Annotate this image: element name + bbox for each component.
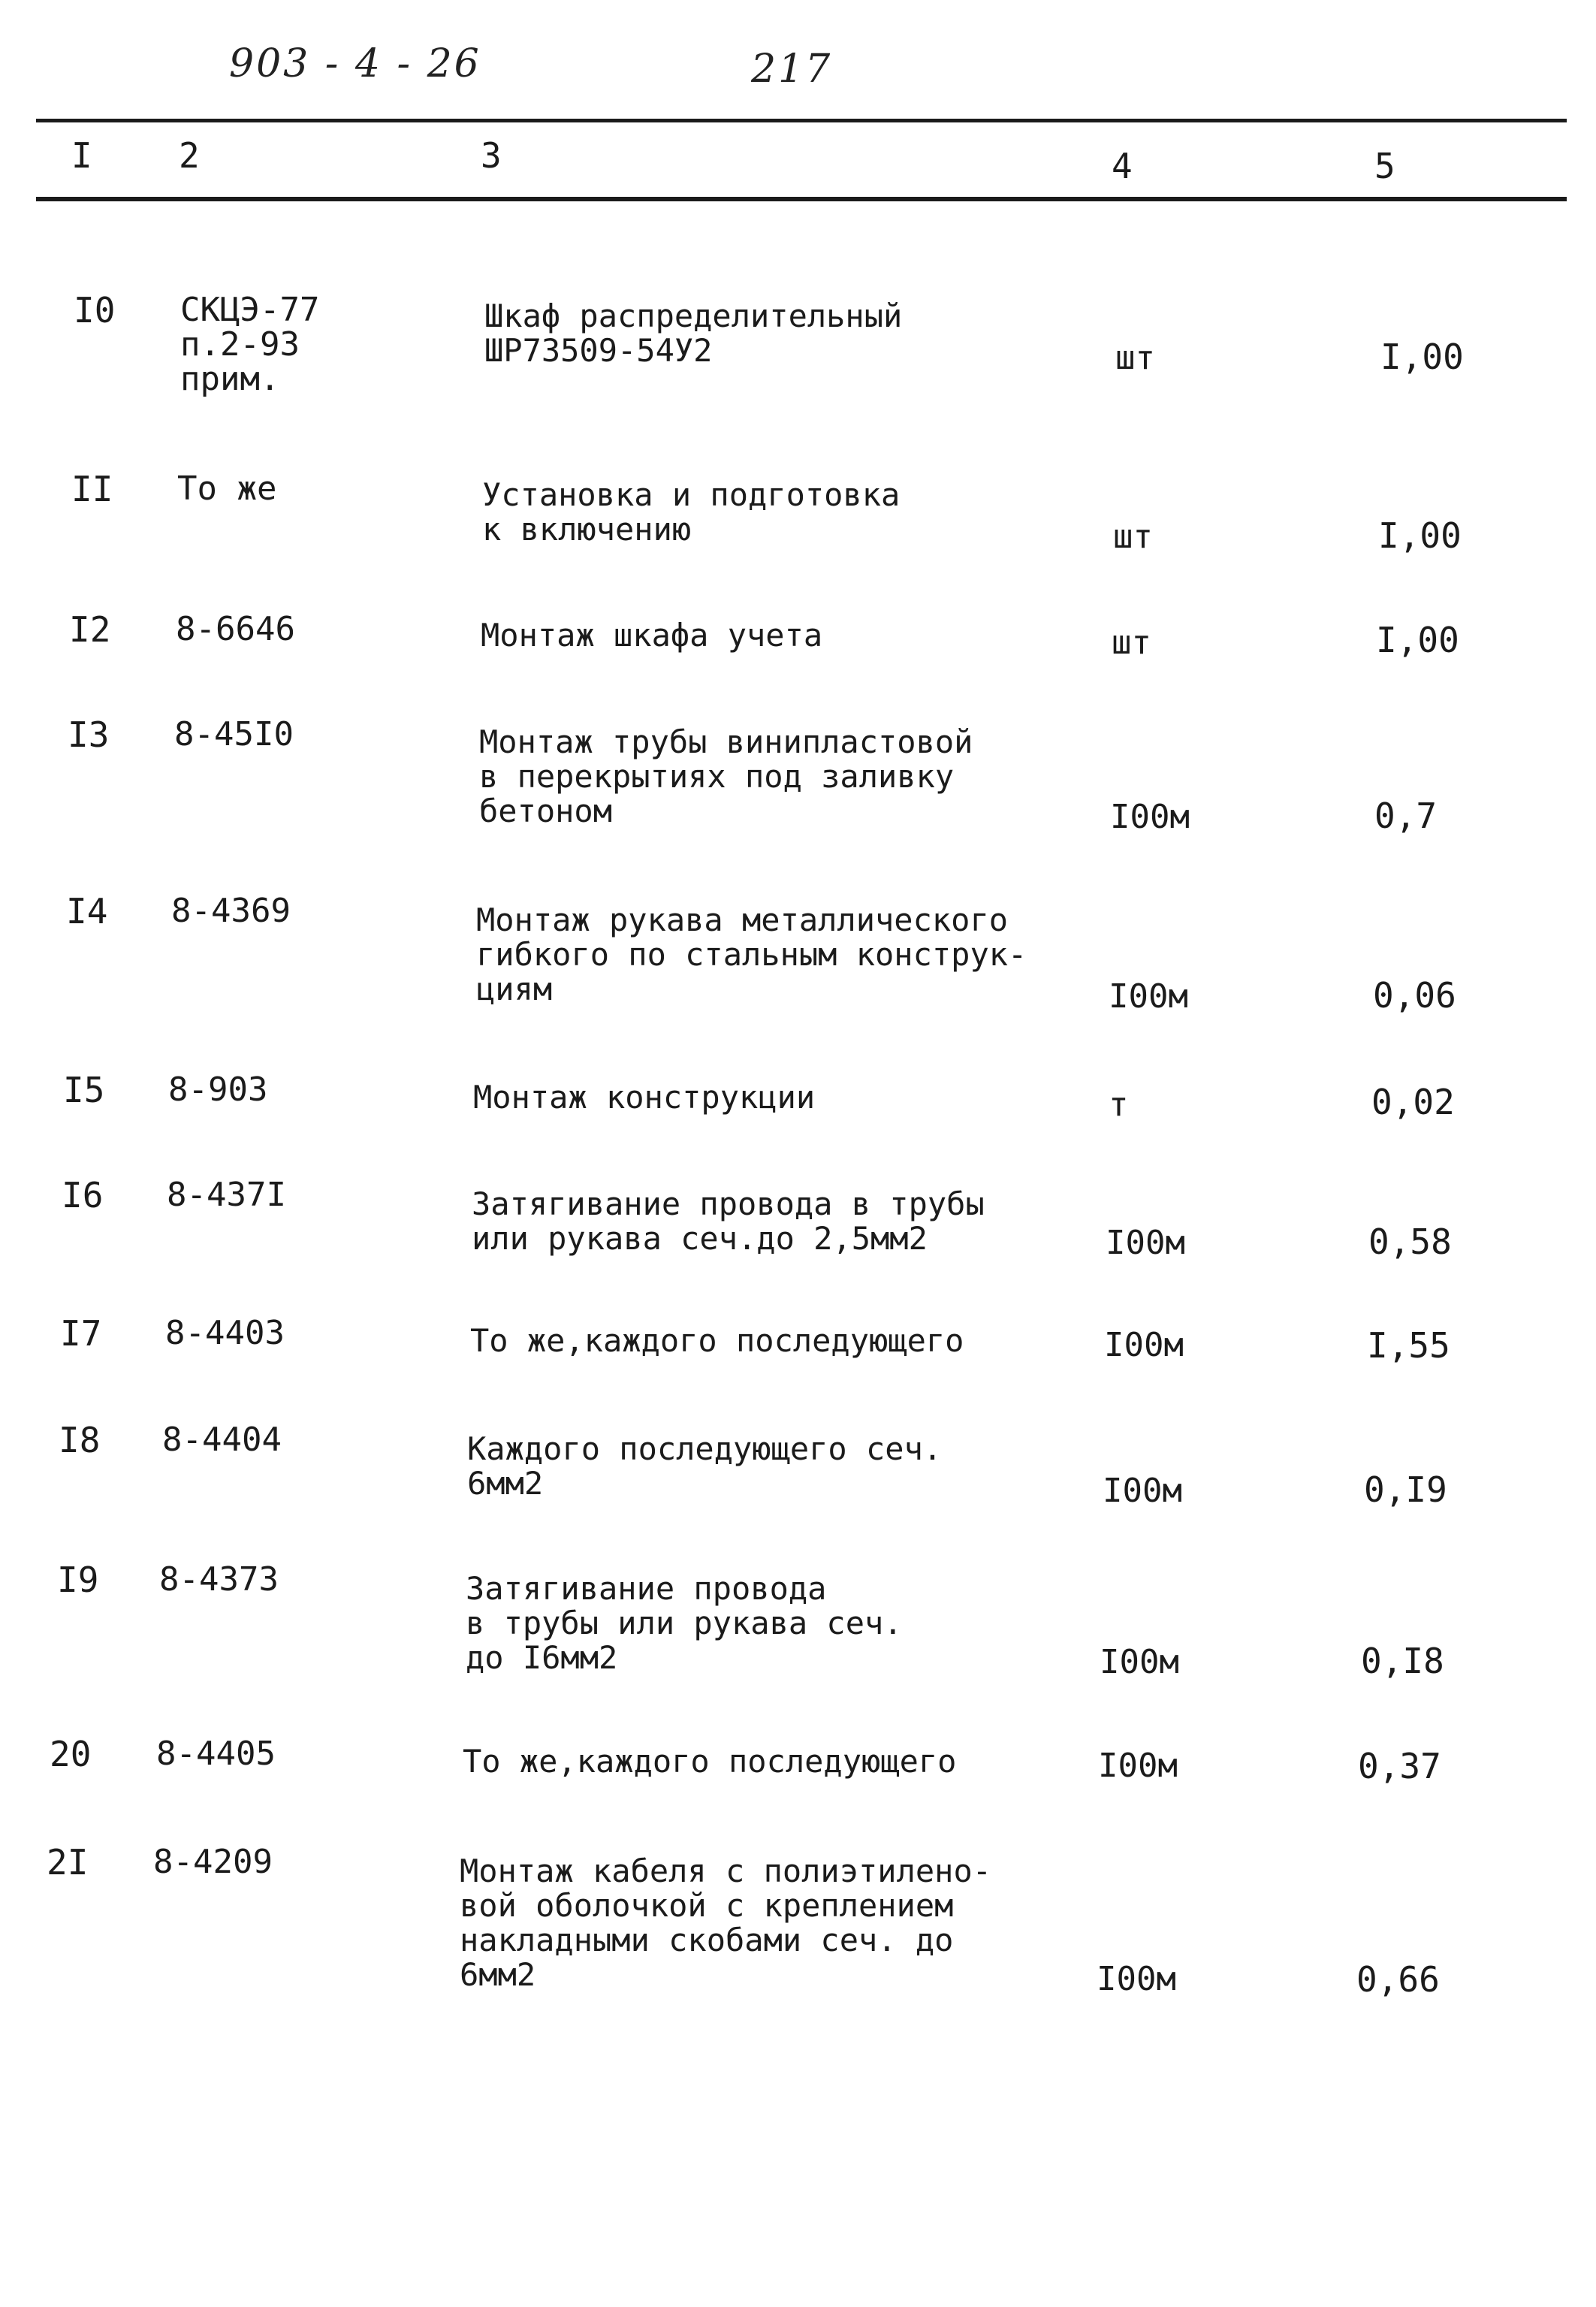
table-top-rule: [36, 119, 1567, 122]
work-description: Монтаж рукава металлического гибкого по стальным конструк- циям: [476, 901, 1027, 1007]
row-number: I3: [68, 714, 110, 755]
unit: шт: [1113, 518, 1153, 556]
quantity: 0,02: [1371, 1082, 1455, 1122]
norm-code: 8-4405: [156, 1735, 276, 1773]
norm-code: 8-45I0: [174, 715, 294, 753]
row-number: 20: [50, 1734, 92, 1774]
unit: I00м: [1106, 1224, 1185, 1262]
norm-code: 8-4403: [165, 1314, 285, 1352]
row-number: I4: [66, 891, 108, 932]
unit: т: [1109, 1086, 1129, 1124]
norm-code: 8-4404: [162, 1421, 282, 1459]
row-number: I8: [59, 1420, 101, 1460]
unit: I00м: [1100, 1643, 1179, 1681]
quantity: 0,58: [1368, 1221, 1452, 1262]
unit: I00м: [1097, 1960, 1176, 1998]
quantity: I,55: [1367, 1325, 1450, 1366]
row-number: I0: [74, 290, 116, 331]
quantity: 0,I9: [1364, 1469, 1447, 1510]
norm-code: 8-4373: [159, 1560, 279, 1599]
work-description: Затягивание провода в трубы или рукава сеч. до I6мм2: [466, 1570, 903, 1676]
column-header-5: 5: [1374, 146, 1395, 186]
work-description: Установка и подготовка к включению: [482, 476, 901, 548]
unit: I00м: [1103, 1472, 1182, 1510]
unit: I00м: [1110, 798, 1190, 836]
row-number: I6: [62, 1175, 104, 1215]
work-description: Затягивание провода в трубы или рукава сеч.до 2,5мм2: [472, 1185, 985, 1257]
quantity: I,00: [1380, 337, 1464, 377]
quantity: I,00: [1376, 620, 1459, 660]
norm-code: СКЦЭ-77 п.2-93 прим.: [180, 291, 320, 398]
norm-code: 8-6646: [176, 610, 295, 648]
table-header-rule: [36, 197, 1567, 201]
unit: шт: [1115, 339, 1155, 377]
column-header-4: 4: [1112, 146, 1133, 186]
work-description: Монтаж конструкции: [473, 1079, 816, 1116]
norm-code: 8-4369: [171, 892, 291, 930]
work-description: Монтаж трубы винипластовой в перекрытиях под заливку бетоном: [479, 723, 973, 829]
row-number: I9: [57, 1560, 99, 1600]
norm-code: 8-903: [168, 1070, 268, 1109]
work-description: Монтаж шкафа учета: [481, 617, 823, 654]
column-header-2: 2: [179, 135, 200, 176]
unit: шт: [1112, 624, 1151, 662]
row-number: I5: [63, 1070, 105, 1110]
quantity: 0,7: [1374, 796, 1438, 836]
column-header-3: 3: [481, 135, 502, 176]
work-description: Каждого последующего сеч. 6мм2: [467, 1430, 943, 1502]
quantity: 0,I8: [1361, 1641, 1444, 1681]
row-number: 2I: [47, 1842, 89, 1883]
unit: I00м: [1104, 1326, 1184, 1364]
quantity: I,00: [1378, 515, 1462, 556]
norm-code: 8-4209: [153, 1843, 273, 1881]
work-description: То же,каждого последующего: [463, 1743, 957, 1780]
page-number: 217: [751, 47, 833, 92]
document-code: 903 - 4 - 26: [229, 41, 481, 86]
quantity: 0,37: [1358, 1746, 1441, 1786]
work-description: Монтаж кабеля с полиэтилено- вой оболочкой с креплением накладными скобами сеч. до 6мм2: [460, 1853, 992, 1993]
unit: I00м: [1098, 1747, 1178, 1785]
row-number: I2: [69, 609, 111, 650]
unit: I00м: [1109, 977, 1188, 1016]
quantity: 0,66: [1356, 1959, 1440, 2000]
work-description: Шкаф распределительный ШР73509-54У2: [484, 297, 903, 369]
quantity: 0,06: [1373, 975, 1456, 1016]
norm-code: То же: [177, 470, 277, 508]
column-header-1: I: [71, 135, 92, 176]
work-description: То же,каждого последующего: [470, 1322, 964, 1359]
row-number: I7: [60, 1313, 102, 1354]
row-number: II: [71, 469, 113, 509]
norm-code: 8-437I: [167, 1176, 286, 1214]
